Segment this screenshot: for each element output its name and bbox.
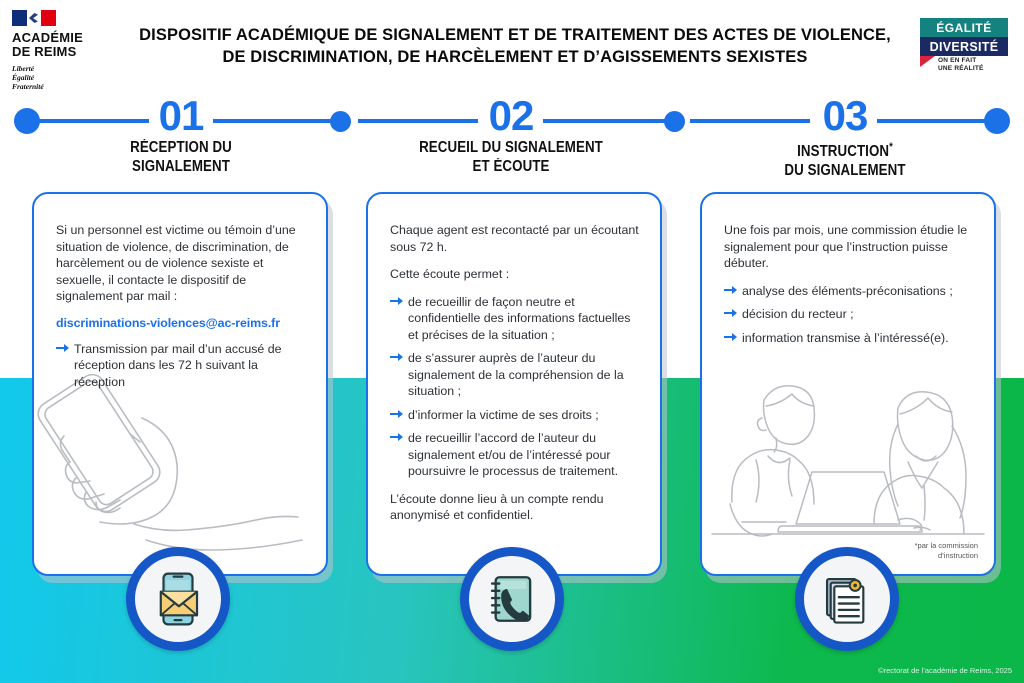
card-02-paragraph-2: Cette écoute permet : [390,267,510,281]
step-heading-02-line1: RECUEIL DU SIGNALEMENT [419,139,603,156]
card-03-footnote-line2: d’instruction [937,550,978,560]
card-02-bullet-2: de s’assurer auprès de l’auteur du signalement de la compréhension de la situation ; [390,350,640,400]
step-label-02 [396,92,626,175]
egalite-diversite-logo [920,18,1008,73]
card-03-footnote-line1: *par la commission [914,541,978,550]
card-03-paragraph-1: Une fois par mois, une commission étudie le signalement pour que l’instruction puisse débuter. [724,223,968,270]
step-heading-02-line2: ET ÉCOUTE [472,158,550,175]
card-step-02 [366,192,662,576]
timeline-dot-start [14,108,40,134]
red-flag-shape-icon [920,56,935,67]
card-03-bullet-3: information transmise à l’intéressé(e). [724,330,974,347]
card-03-footnote [915,541,978,560]
card-02-bullet-1: de recueillir de façon neutre et confidentielle des informations factuelles et précises de la situation ; [390,294,640,344]
timeline-dot-1 [330,111,351,132]
french-flag-marianne-icon [12,10,56,26]
step-number-01: 01 [158,92,204,139]
card-01-bullet-list [56,341,306,391]
page-title-line2: DE DISCRIMINATION, DE HARCÈLEMENT ET D’AGISSEMENTS SEXISTES [222,48,808,66]
step-label-03 [730,92,960,180]
page-title-line1: DISPOSITIF ACADÉMIQUE DE SIGNALEMENT ET DE TRAITEMENT DES ACTES DE VIOLENCE, [139,26,891,44]
devise-line1: Liberté [12,64,35,73]
tagline-line1: ON EN FAIT [938,57,977,64]
timeline-dot-2 [664,111,685,132]
step-heading-03-line2: DU SIGNALEMENT [784,162,906,180]
diversite-label: DIVERSITÉ [920,37,1008,56]
step-label-01 [66,92,296,175]
egalite-label: ÉGALITÉ [920,18,1008,37]
step-heading-01-line1: RÉCEPTION DU [130,139,232,156]
devise-line3: Fraternité [12,82,44,91]
logo-name-line2: DE REIMS [12,44,77,59]
phone-envelope-icon [149,570,207,628]
step-heading-01-line2: SIGNALEMENT [132,158,230,175]
logo-name-line1: ACADÉMIE [12,30,83,45]
page-title [120,24,910,68]
academie-de-reims-logo [12,10,98,91]
card-01-paragraph-1: Si un personnel est victime ou témoin d’une situation de violence, de discrimination, de harcèlement ou de violence sexiste et sexuelle, il contacte le dispositif de signalement par mail : [56,223,296,303]
badge-step-03 [795,547,899,651]
card-02-paragraph-1: Chaque agent est recontacté par un écoutant sous 72 h. [390,223,639,254]
card-02-bullet-4: de recueillir l’accord de l’auteur du signalement et/ou de l’intéressé pour poursuivre le processus de traitement. [390,430,640,480]
card-step-01 [32,192,328,576]
documents-seal-icon [818,570,876,628]
copyright-credit: ©rectorat de l’académie de Reims, 2025 [878,666,1012,675]
step-number-02: 02 [488,92,534,139]
hand-holding-phone-illustration [34,374,326,574]
card-03-bullet-list [724,283,974,347]
card-01-bullet-1: Transmission par mail d’un accusé de réception dans les 72 h suivant la réception [56,341,306,391]
card-step-03 [700,192,996,576]
signalement-email-address[interactable]: discriminations-violences@ac-reims.fr [56,315,280,330]
badge-step-01 [126,547,230,651]
timeline-dot-end [984,108,1010,134]
step-number-03: 03 [822,92,868,139]
devise-line2: Égalité [12,73,35,82]
tagline-line2: UNE RÉALITÉ [938,65,984,72]
badge-step-02 [460,547,564,651]
step-heading-03-asterisk: * [889,141,893,153]
card-02-bullet-3: d’informer la victime de ses droits ; [390,407,640,424]
card-03-bullet-1: analyse des éléments-préconisations ; [724,283,974,300]
step-heading-03-line1: INSTRUCTION [797,143,890,161]
card-02-bullet-list [390,294,640,480]
card-03-bullet-2: décision du recteur ; [724,306,974,323]
phone-directory-icon [483,570,541,628]
card-02-closing-text: L’écoute donne lieu à un compte rendu anonymisé et confidentiel. [390,491,604,522]
